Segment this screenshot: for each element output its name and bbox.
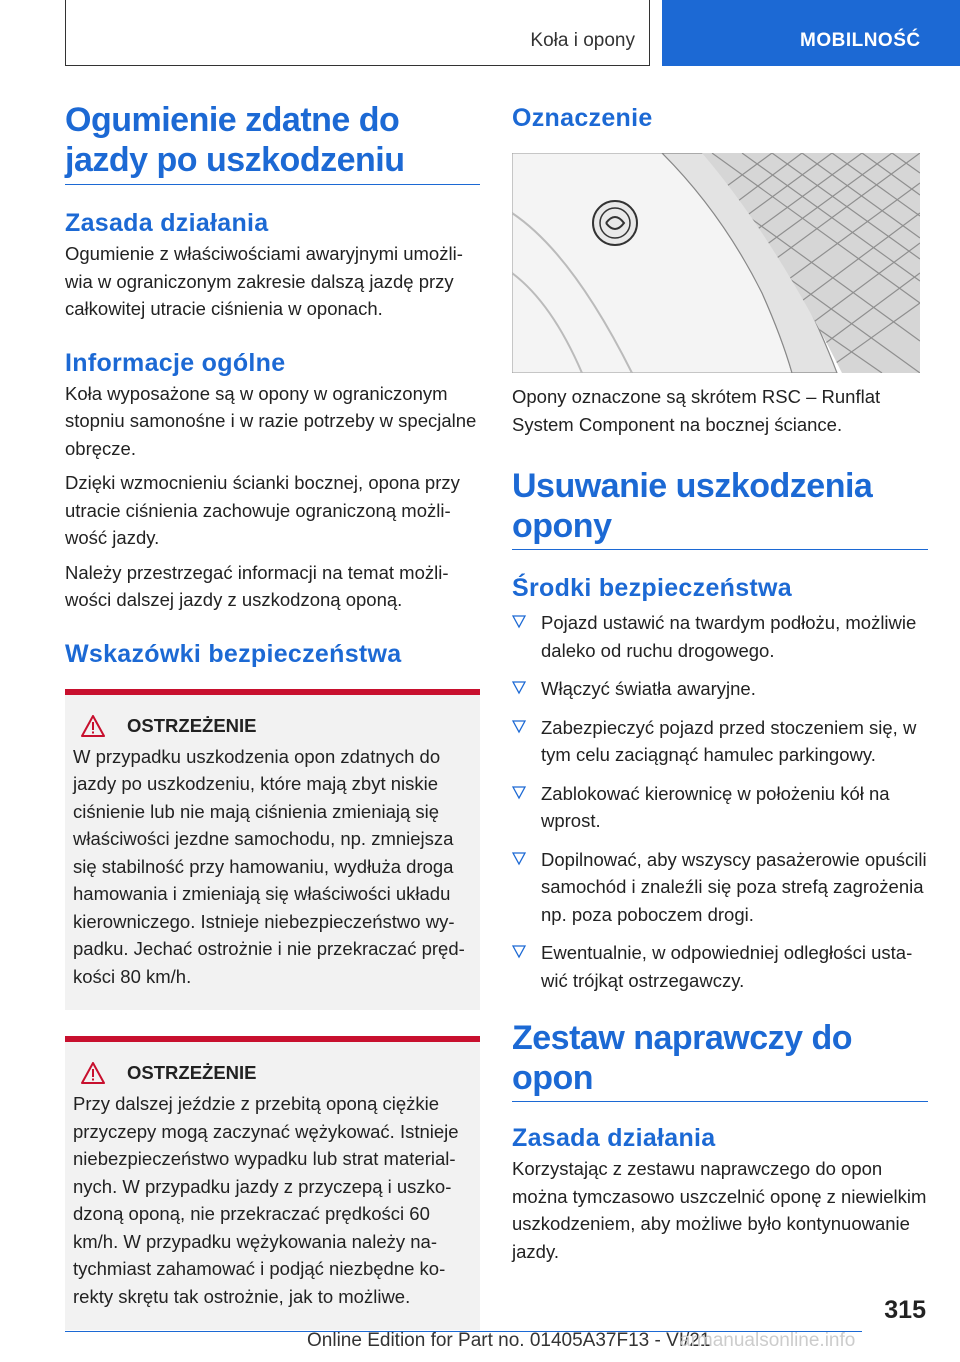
chapter-tab: MOBILNOŚĆ xyxy=(662,0,960,66)
bullet-triangle-icon xyxy=(512,944,526,960)
general-paragraph-1: Koła wyposażone są w opony w ograniczonym stopniu samonośne i w razie potrzeby w specjalne obręcze. xyxy=(65,382,477,459)
tire-sidewall-illustration xyxy=(512,153,920,373)
kit-title: Zestaw naprawczy do opon xyxy=(512,1018,928,1102)
section-title: Koła i opony xyxy=(530,30,635,51)
bullet-triangle-icon xyxy=(512,614,526,630)
list-item xyxy=(512,675,928,703)
safety-heading: Wskazówki bezpieczeństwa xyxy=(65,639,402,668)
page-title: Ogumienie zdatne do jazdy po uszkodzeniu xyxy=(65,100,480,185)
list-item xyxy=(512,846,928,929)
kit-principle-heading: Zasada działania xyxy=(512,1124,716,1152)
step-text: Dopilnować, aby wszyscy pasażerowie opuścili samochód i znaleźli się poza strefą zagrożenia np. poza poboczem drogi. xyxy=(541,848,927,925)
warning-text: W przypadku uszkodzenia opon zdatnych do jazdy po uszkodzeniu, które mają zbyt niskie ciśnienie lub nie mają ciśnienia zmieniają się właściwości jezdne samochodu, np. zmniejsza się stabilność przy hamowaniu, wydłuża droga hamowania i zmieniają się właściwości układu kierowniczego. Istnieje niebezpieczeństwo wypadku. Jechać ostrożnie i nie przekraczać prędkości 80 km/h. xyxy=(73,745,465,987)
list-item xyxy=(512,939,928,994)
step-text: Zabezpieczyć pojazd przed stoczeniem się, w tym celu zaciągnąć hamulec parkingowy. xyxy=(541,716,917,765)
warning-title: OSTRZEŻENIE xyxy=(127,1062,257,1083)
general-paragraph-3: Należy przestrzegać informacji na temat możliwości dalszej jazdy z uszkodzoną oponą. xyxy=(65,561,449,610)
left-column xyxy=(65,100,480,1330)
watermark: armanualsonline.info xyxy=(680,1330,856,1351)
right-column xyxy=(512,100,928,1265)
general-heading: Informacje ogólne xyxy=(65,348,286,377)
warning-triangle-icon xyxy=(81,715,105,737)
bullet-triangle-icon xyxy=(512,851,526,867)
edition-text: Online Edition for Part no. 01405A37F13 - VI/21 xyxy=(307,1330,711,1351)
marking-heading: Oznaczenie xyxy=(512,104,653,132)
step-text: Włączyć światła awaryjne. xyxy=(541,678,756,699)
warning-title: OSTRZEŻENIE xyxy=(127,714,257,736)
step-text: Pojazd ustawić na twardym podłożu, możliwie daleko od ruchu drogowego. xyxy=(541,612,917,661)
figure-caption: Opony oznaczone są skrótem RSC – Runflat System Component na bocznej ściance. xyxy=(512,386,881,435)
bullet-triangle-icon xyxy=(512,680,526,696)
bullet-triangle-icon xyxy=(512,719,526,735)
warning-box-1 xyxy=(65,689,480,1011)
kit-principle-text: Korzystając z zestawu naprawczego do opon można tymczasowo uszczelnić oponę z niewielkim uszkodzeniem, aby możliwe było kontynuowanie jazdy. xyxy=(512,1158,927,1262)
general-paragraph-2: Dzięki wzmocnieniu ścianki bocznej, opona przy utracie ciśnienia zachowuje ograniczoną możliwość jazdy. xyxy=(65,472,460,548)
principle-heading: Zasada działania xyxy=(65,209,269,237)
list-item xyxy=(512,780,928,835)
bullet-triangle-icon xyxy=(512,785,526,801)
repair-title: Usuwanie uszkodzenia opony xyxy=(512,466,928,550)
precautions-list xyxy=(512,609,928,994)
list-item xyxy=(512,609,928,664)
step-text: Zablokować kierownicę w położeniu kół na wprost. xyxy=(541,782,890,831)
principle-text: Ogumienie z właściwościami awaryjnymi umożliwia w ograniczonym zakresie dalszą jazdę przy całkowitej utracie ciśnienia w oponach. xyxy=(65,243,463,319)
precautions-heading: Środki bezpieczeństwa xyxy=(512,574,792,602)
warning-box-2 xyxy=(65,1036,480,1330)
header-section-tab xyxy=(65,0,650,66)
warning-text: Przy dalszej jeździe z przebitą oponą ciężkie przyczepy mogą zaczynać wężykować. Istnieje niebezpieczeństwo wypadku lub strat materialnych. W przypadku jazdy z przyczepą i uszkodzoną oponą, nie przekraczać prędkości 60 km/h. W przypadku wężykowania należy natychmiast zahamować i podjąć niezbędne korekty skrętu tak ostrożnie, jak to możliwe. xyxy=(73,1093,459,1307)
page-number: 315 xyxy=(884,1296,926,1324)
warning-triangle-icon xyxy=(81,1062,105,1084)
step-text: Ewentualnie, w odpowiedniej odległości ustawić trójkąt ostrzegawczy. xyxy=(541,942,913,991)
list-item xyxy=(512,714,928,769)
